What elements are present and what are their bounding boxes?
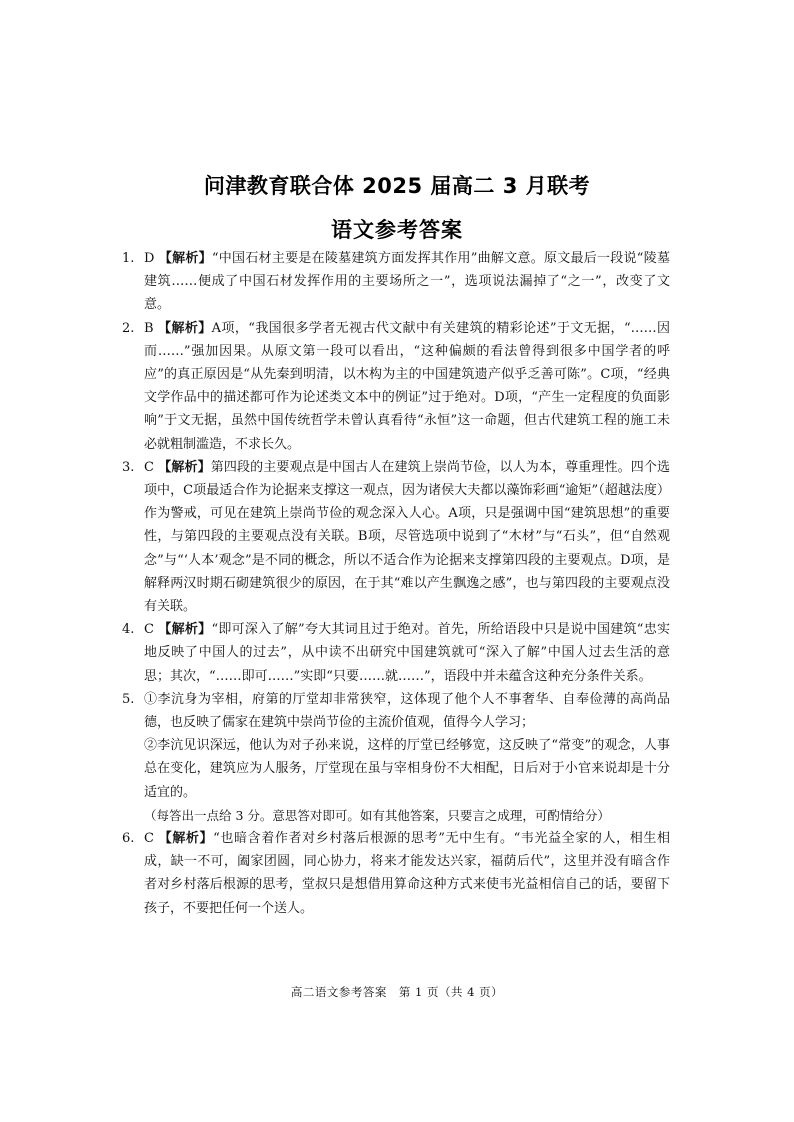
analysis-tag: 【解析】 — [158, 831, 214, 847]
scoring-note: （每答出一点给 3 分。意思答对即可。如有其他答案，只要言之成理，可酌情给分） — [144, 807, 610, 823]
analysis-text: A项，“我国很多学者无视古代文献中有关建筑的精彩论述”于文无据，“……因而……”强加因果。从原文第一段可以看出，“这种偏颇的看法曾得到很多中国学者的呼应”的真正原因是“从先秦到明清，以木构为主的中国建筑遗产似乎乏善可陈”。C项，“经典文学作品中的描述都可作为论述类文本中的例证”过于绝对。D项，“产生一定程度的负面影响”于文无据，虽然中国传统哲学未曾认真看待“永恒”这一命题，但古代建筑工程的施工未必就粗制滥造，不求长久。 — [144, 320, 670, 452]
analysis-tag: 【解析】 — [158, 251, 212, 266]
analysis-tag: 【解析】 — [158, 459, 211, 475]
answer-letter: D — [144, 251, 155, 266]
answer-item-4 — [122, 618, 670, 688]
answer-letter: C — [144, 459, 154, 475]
answer-letter: B — [144, 320, 154, 336]
question-number: 4. — [122, 622, 135, 638]
answer-item-5 — [122, 688, 670, 827]
document-subtitle: 语文参考答案 — [331, 218, 463, 242]
analysis-text: “也暗含着作者对乡村落后根源的思考”无中生有。“韦光益全家的人，相生相成，缺一不可，阖家团圆，同心协力，将来才能发达兴家，福荫后代”，这里并没有暗含作者对乡村落后根源的思考，堂叔只是想借用算命这种方式来使韦光益相信自己的话，要留下孩子，不要把任何一个送人。 — [144, 831, 670, 916]
answer-item-6 — [122, 827, 670, 920]
answer-letter: C — [144, 622, 154, 638]
answer-item-3 — [122, 456, 670, 618]
question-number: 3. — [122, 459, 135, 475]
question-number: 1. — [122, 251, 135, 266]
answer-list — [122, 247, 670, 920]
analysis-tag: 【解析】 — [158, 320, 212, 336]
answer-point-2: ②李沆见识深远，他认为对子孙来说，这样的厅堂已经够宽，这反映了“常变”的观念，人事总在变化，建筑应为人服务，厅堂现在虽与宰相身份不大相配，日后对于小官来说却是十分适宜的。 — [144, 738, 670, 800]
answer-point-1: ①李沆身为宰相，府第的厅堂却非常狭窄，这体现了他个人不事奢华、自奉俭薄的高尚品德，也反映了儒家在建筑中崇尚节俭的主流价值观，值得今人学习； — [144, 691, 670, 731]
analysis-text: “即可深入了解”夸大其词且过于绝对。首先，所给语段中只是说中国建筑“忠实地反映了中国人的过去”，从中读不出研究中国建筑就可“深入了解”中国人过去生活的意思；其次，“……即可……”实即“只要……就……”，语段中并未蕴含这种充分条件关系。 — [144, 622, 670, 684]
analysis-text: 第四段的主要观点是中国古人在建筑上崇尚节俭，以人为本，尊重理性。四个选项中，C项最适合作为论据来支撑这一观点，因为诸侯大夫都以藻饰彩画“逾矩”（超越法度）作为警戒，可见在建筑上崇尚节俭的观念深入人心。A项，只是强调中国“建筑思想”的重要性，与第四段的主要观点没有关联。B项，尽管选项中说到了“木材”与“石头”，但“自然观念”与“‘人本’观念”是不同的概念，所以不适合作为论据来支撑第四段的主要观点。D项，是解释两汉时期石砌建筑很少的原因，在于其“难以产生飘逸之感”，也与第四段的主要观点没有关联。 — [144, 459, 670, 615]
answer-item-1 — [122, 247, 670, 317]
analysis-text: “中国石材主要是在陵墓建筑方面发挥其作用”曲解文意。原文最后一段说“陵墓建筑……便成了中国石材发挥作用的主要场所之一”，选项说法漏掉了“之一”，改变了文意。 — [144, 251, 670, 313]
answer-item-2 — [122, 317, 670, 456]
analysis-tag: 【解析】 — [158, 622, 212, 638]
question-number: 5. — [122, 691, 135, 707]
question-number: 6. — [122, 831, 135, 847]
answer-letter: C — [144, 831, 154, 847]
document-title: 问津教育联合体 2025 届高二 3 月联考 — [203, 174, 591, 198]
page-footer: 高二语文参考答案 第 1 页（共 4 页） — [290, 985, 504, 999]
question-number: 2. — [122, 320, 135, 336]
